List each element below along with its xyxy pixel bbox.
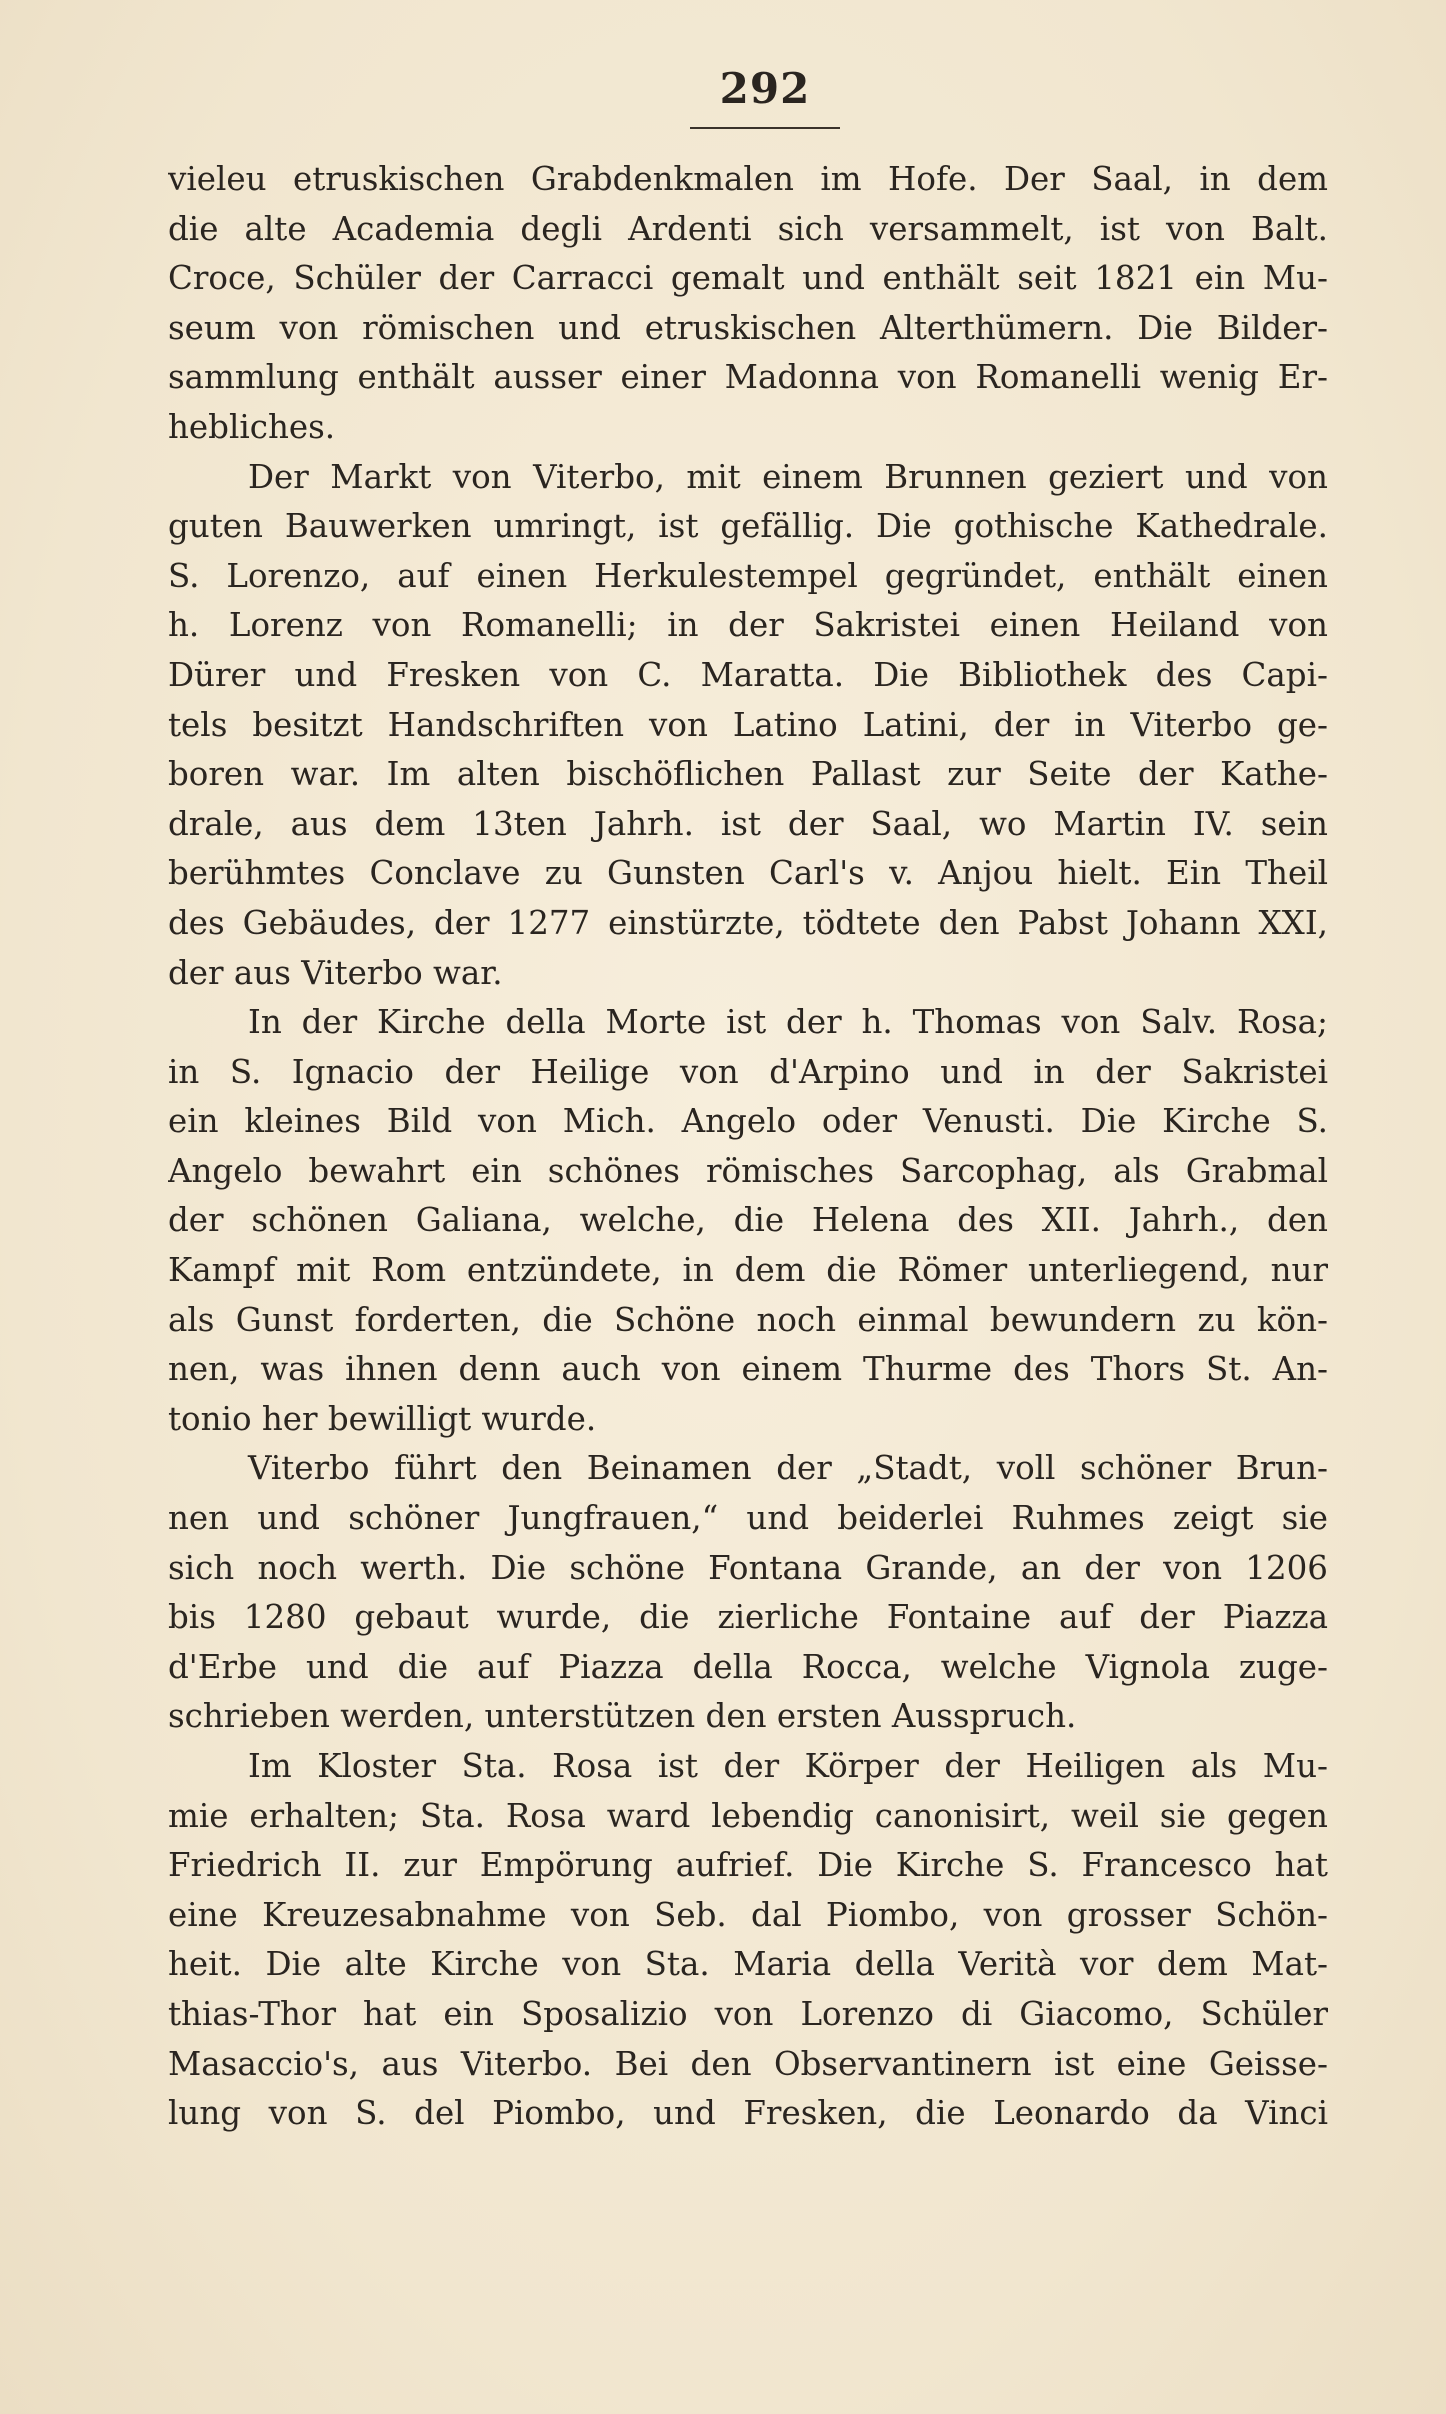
text-line: nen und schöner Jungfrauen,“ und beiderlei Ruhmes zeigt sie bbox=[168, 1499, 1328, 1538]
text-line: ein kleines Bild von Mich. Angelo oder Venusti. Die Kirche S. bbox=[168, 1102, 1328, 1141]
text-line: mie erhalten; Sta. Rosa ward lebendig canonisirt, weil sie gegen bbox=[168, 1796, 1328, 1835]
text-line: lung von S. del Piombo, und Fresken, die Leonardo da Vinci bbox=[168, 2094, 1328, 2133]
text-line: als Gunst forderten, die Schöne noch einmal bewundern zu kön- bbox=[168, 1300, 1328, 1339]
text-line: drale, aus dem 13ten Jahrh. ist der Saal, wo Martin IV. sein bbox=[168, 804, 1328, 843]
text-line: Angelo bewahrt ein schönes römisches Sarcophag, als Grabmal bbox=[168, 1151, 1328, 1190]
text-line: Der Markt von Viterbo, mit einem Brunnen geziert und von bbox=[248, 457, 1328, 496]
text-line: berühmtes Conclave zu Gunsten Carl's v. Anjou hielt. Ein Theil bbox=[168, 854, 1328, 893]
text-line: die alte Academia degli Ardenti sich versammelt, ist von Balt. bbox=[168, 209, 1328, 248]
text-line: hebliches. bbox=[168, 407, 336, 446]
text-line: Dürer und Fresken von C. Maratta. Die Bibliothek des Capi- bbox=[168, 655, 1328, 694]
text-line: Im Kloster Sta. Rosa ist der Körper der Heiligen als Mu- bbox=[248, 1747, 1328, 1785]
text-line: h. Lorenz von Romanelli; in der Sakristei einen Heiland von bbox=[168, 606, 1328, 645]
text-line: in S. Ignacio der Heilige von d'Arpino und in der Sakristei bbox=[168, 1052, 1328, 1091]
text-line: nen, was ihnen denn auch von einem Thurme des Thors St. An- bbox=[168, 1350, 1328, 1389]
text-line: guten Bauwerken umringt, ist gefällig. Die gothische Kathedrale. bbox=[168, 507, 1328, 546]
text-line: des Gebäudes, der 1277 einstürzte, tödtete den Pabst Johann XXI, bbox=[168, 903, 1328, 942]
page-number-rule bbox=[690, 127, 840, 129]
text-line: bis 1280 gebaut wurde, die zierliche Fontaine auf der Piazza bbox=[168, 1598, 1328, 1637]
text-line: heit. Die alte Kirche von Sta. Maria della Verità vor dem Mat- bbox=[168, 1945, 1328, 1984]
text-line: Croce, Schüler der Carracci gemalt und enthält seit 1821 ein Mu- bbox=[168, 259, 1328, 298]
text-line: thias-Thor hat ein Sposalizio von Lorenzo di Giacomo, Schüler bbox=[168, 1994, 1328, 2033]
text-line: der schönen Galiana, welche, die Helena des XII. Jahrh., den bbox=[168, 1201, 1328, 1240]
text-line: Kampf mit Rom entzündete, in dem die Römer unterliegend, nur bbox=[168, 1251, 1328, 1290]
text-line: schrieben werden, unterstützen den ersten Ausspruch. bbox=[168, 1697, 1077, 1736]
page-number: 292 bbox=[719, 64, 811, 113]
text-line: boren war. Im alten bischöflichen Pallast zur Seite der Kathe- bbox=[168, 755, 1328, 794]
text-line: In der Kirche della Morte ist der h. Thomas von Salv. Rosa; bbox=[248, 1003, 1328, 1042]
text-line: tonio her bewilligt wurde. bbox=[168, 1399, 597, 1438]
text-line: d'Erbe und die auf Piazza della Rocca, welche Vignola zuge- bbox=[168, 1647, 1328, 1686]
text-line: Masaccio's, aus Viterbo. Bei den Observantinern ist eine Geisse- bbox=[168, 2044, 1328, 2083]
text-line: tels besitzt Handschriften von Latino Latini, der in Viterbo ge- bbox=[168, 705, 1328, 744]
text-line: Friedrich II. zur Empörung aufrief. Die Kirche S. Francesco hat bbox=[168, 1846, 1328, 1885]
text-line: sich noch werth. Die schöne Fontana Grande, an der von 1206 bbox=[168, 1548, 1328, 1587]
text-line: vieleu etruskischen Grabdenkmalen im Hofe. Der Saal, in dem bbox=[168, 160, 1328, 198]
body-text bbox=[168, 155, 1328, 2139]
text-line: sammlung enthält ausser einer Madonna von Romanelli wenig Er- bbox=[168, 358, 1328, 397]
text-line: eine Kreuzesabnahme von Seb. dal Piombo, von grosser Schön- bbox=[168, 1895, 1328, 1934]
text-line: S. Lorenzo, auf einen Herkulestempel gegründet, enthält einen bbox=[168, 556, 1328, 595]
text-line: Viterbo führt den Beinamen der „Stadt, voll schöner Brun- bbox=[248, 1449, 1328, 1488]
text-line: der aus Viterbo war. bbox=[168, 953, 503, 992]
text-line: seum von römischen und etruskischen Alterthümern. Die Bilder- bbox=[168, 308, 1328, 347]
